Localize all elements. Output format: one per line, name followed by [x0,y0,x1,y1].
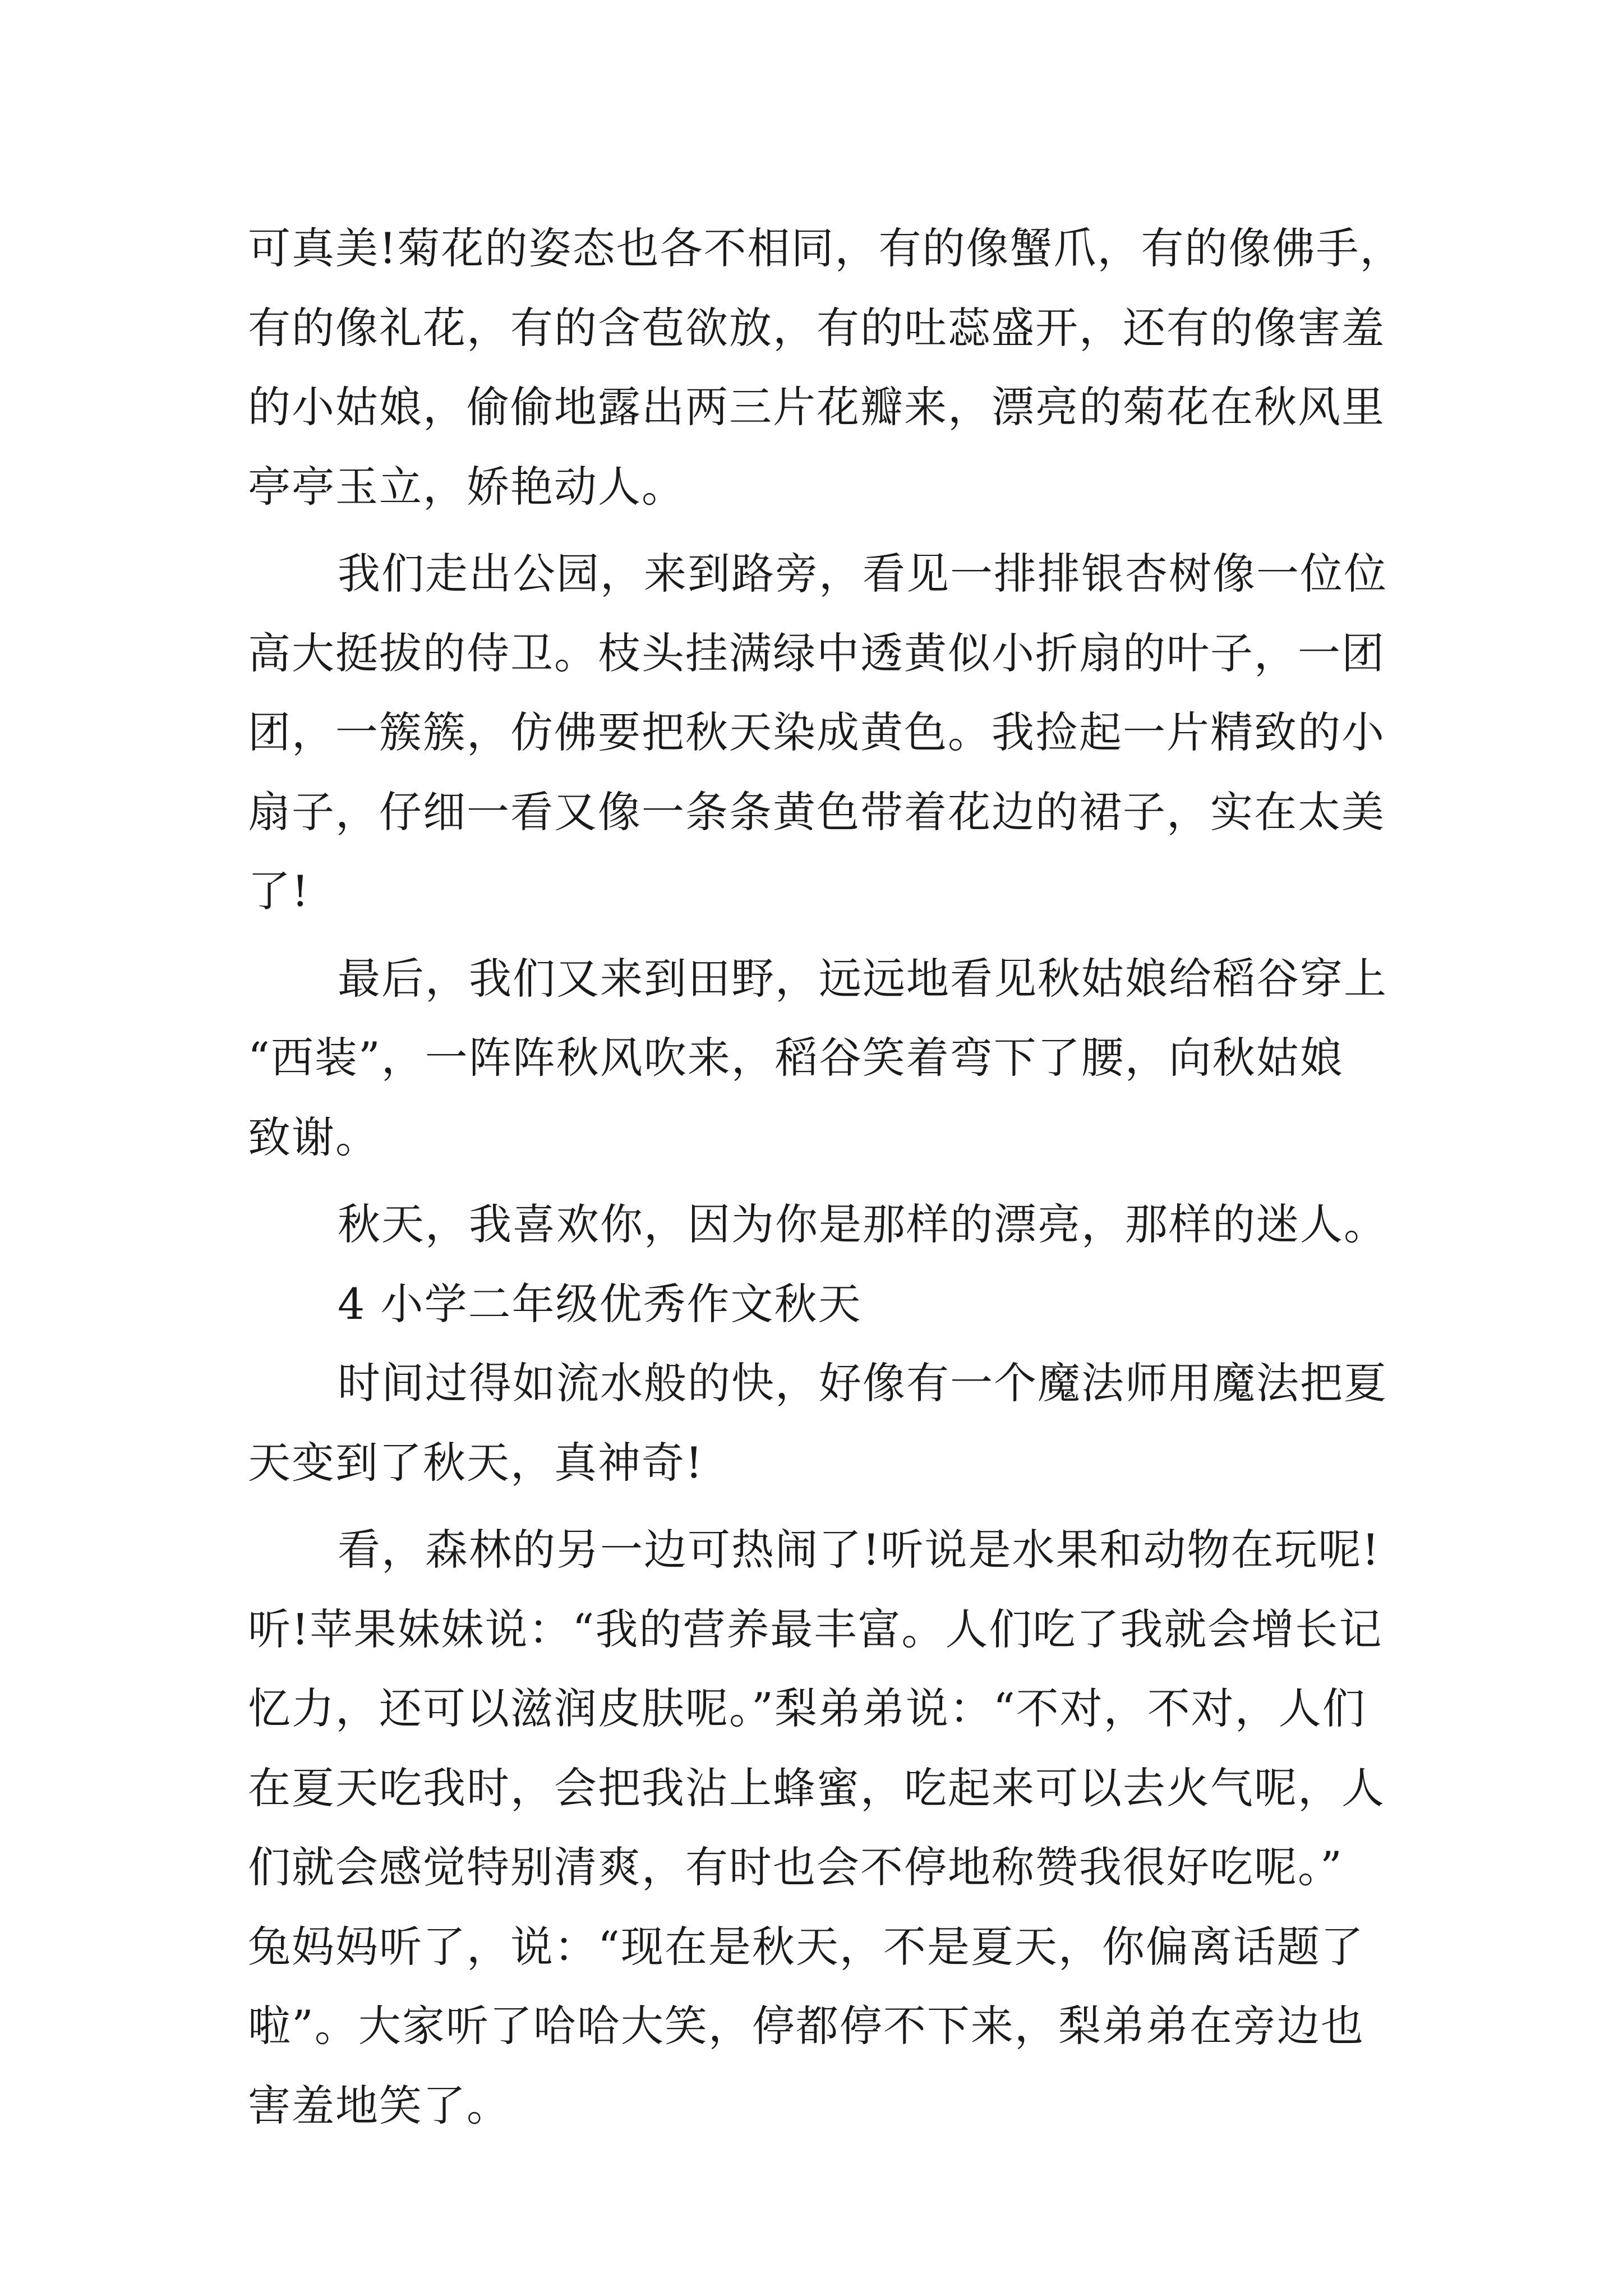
text-line: 时间过得如流水般的快，好像有一个魔法师用魔法把夏 [338,1358,1387,1408]
text-line: 最后，我们又来到田野，远远地看见秋姑娘给稻谷穿上 [338,953,1387,1004]
section-title: 4 小学二年级优秀作文秋天 [338,1278,862,1329]
text-line: 听!苹果妹妹说：“我的营养最丰富。人们吃了我就会增长记 [248,1604,1383,1654]
text-line: 亭亭玉立，娇艳动人。 [248,461,685,512]
text-line: 扇子，仔细一看又像一条条黄色带着花边的裙子，实在太美 [248,786,1385,837]
text-line: 兔妈妈听了，说：“现在是秋天，不是夏天，你偏离话题了 [248,1921,1364,1972]
text-line: 高大挺拔的侍卫。枝头挂满绿中透黄似小折扇的叶子，一团 [248,628,1385,678]
text-line: 秋天，我喜欢你，因为你是那样的漂亮，那样的迷人。 [338,1199,1387,1249]
text-line: 我们走出公园，来到路旁，看见一排排银杏树像一位位 [338,549,1387,599]
text-line: 害羞地笑了。 [248,2080,510,2131]
paragraph-fruits [248,1510,1414,2145]
essay-body [248,209,1414,2145]
text-line: 了! [248,866,310,916]
text-line: 们就会感觉特别清爽，有时也会不停地称赞我很好吃呢。” [248,1842,1343,1892]
paragraph-ginkgo [248,534,1414,931]
paragraph-gap [248,931,1414,939]
text-line: 团，一簇簇，仿佛要把秋天染成黄色。我捡起一片精致的小 [248,707,1385,757]
essay-heading [248,1264,1414,1344]
paragraph-gap [248,526,1414,534]
paragraph-chrysanthemum [248,209,1414,526]
paragraph-gap [248,1177,1414,1185]
text-line: 的小姑娘，偷偷地露出两三片花瓣来，漂亮的菊花在秋风里 [248,382,1385,432]
text-line: 忆力，还可以滋润皮肤呢。”梨弟弟说：“不对，不对，人们 [248,1683,1366,1733]
text-line: 天变到了秋天，真神奇! [248,1437,704,1488]
paragraph-intro [248,1343,1414,1502]
paragraph-conclusion [248,1185,1414,1264]
text-line: “西装”，一阵阵秋风吹来，稻谷笑着弯下了腰，向秋姑娘 [248,1033,1344,1083]
text-line: 在夏天吃我时，会把我沾上蜂蜜，吃起来可以去火气呢，人 [248,1763,1385,1813]
paragraph-fields [248,939,1414,1177]
text-line: 看，森林的另一边可热闹了!听说是水果和动物在玩呢! [338,1525,1381,1575]
text-line: 啦”。大家听了哈哈大笑，停都停不下来，梨弟弟在旁边也 [248,2001,1364,2051]
text-line: 有的像礼花，有的含苞欲放，有的吐蕊盛开，还有的像害羞 [248,302,1385,353]
text-line: 致谢。 [248,1112,379,1162]
paragraph-gap [248,1502,1414,1510]
text-line: 可真美!菊花的姿态也各不相同，有的像蟹爪，有的像佛手， [248,223,1404,273]
